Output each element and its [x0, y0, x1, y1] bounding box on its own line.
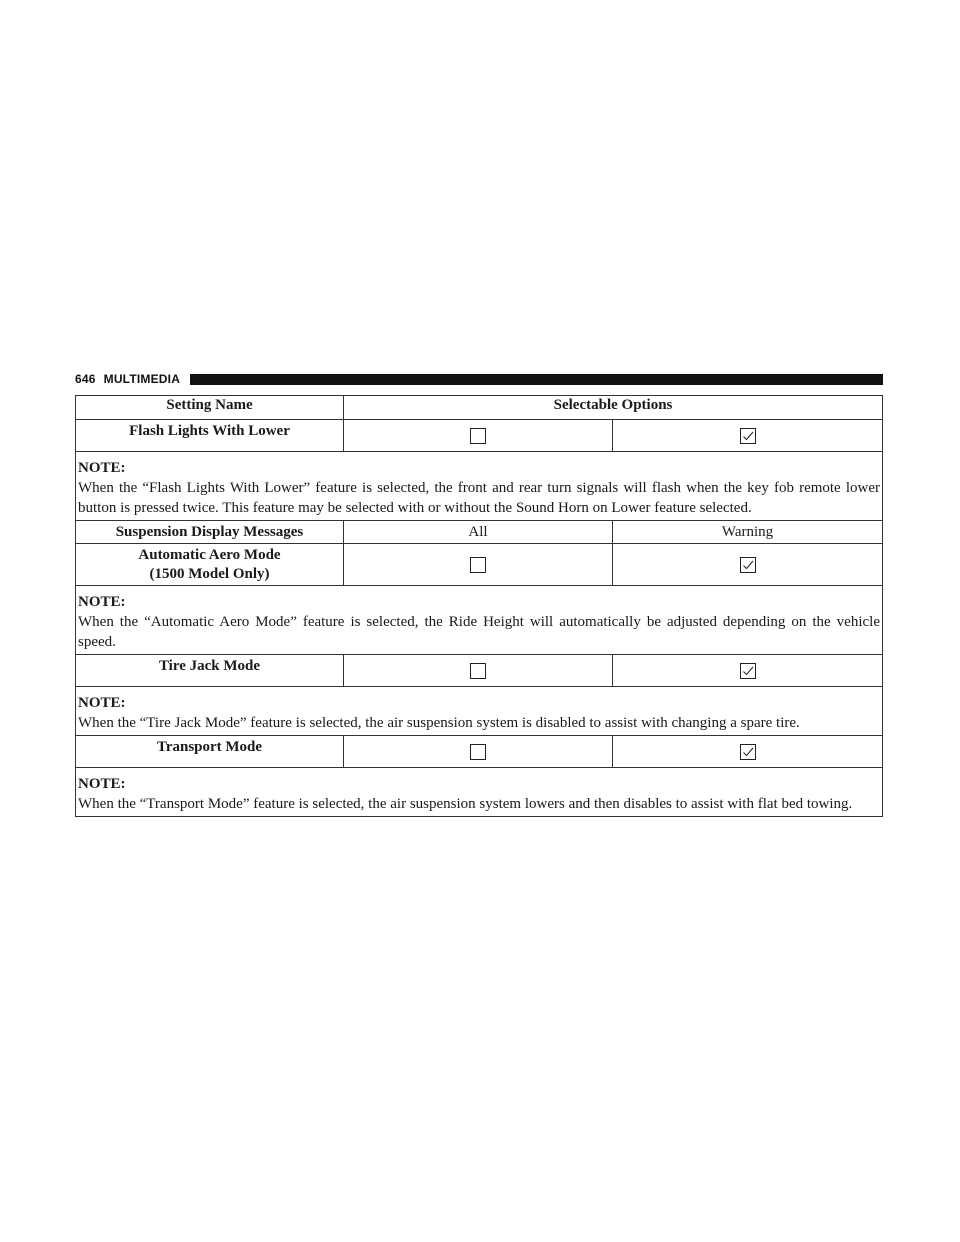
- note-row: [76, 768, 883, 817]
- option-all[interactable]: All: [344, 521, 613, 544]
- setting-name: Transport Mode: [76, 736, 344, 768]
- setting-name: Suspension Display Messages: [76, 521, 344, 544]
- option-unchecked-cell[interactable]: [344, 655, 613, 687]
- note-label: NOTE:: [78, 460, 126, 476]
- note-text: When the “Tire Jack Mode” feature is selected, the air suspension system is disabled to assist with changing a spare tire.: [78, 715, 800, 731]
- setting-name: [76, 544, 344, 586]
- note-cell: [76, 687, 883, 736]
- note-label: NOTE:: [78, 695, 126, 711]
- note-text: When the “Transport Mode” feature is selected, the air suspension system lowers and then disables to assist with flat bed towing.: [78, 796, 853, 812]
- note-label: NOTE:: [78, 594, 126, 610]
- section-title: MULTIMEDIA: [103, 372, 181, 386]
- settings-table: [75, 395, 883, 817]
- note-row: [76, 452, 883, 521]
- option-warning[interactable]: Warning: [613, 521, 883, 544]
- table-row: [76, 521, 883, 544]
- note-label: NOTE:: [78, 776, 126, 792]
- note-cell: [76, 586, 883, 655]
- table-row: [76, 420, 883, 452]
- setting-name: Tire Jack Mode: [76, 655, 344, 687]
- table-row: [76, 655, 883, 687]
- header-rule: [190, 374, 883, 385]
- setting-name-line1: Automatic Aero Mode: [138, 547, 281, 563]
- note-cell: [76, 768, 883, 817]
- checked-checkbox-icon[interactable]: [740, 557, 756, 573]
- page-header: [75, 371, 883, 387]
- option-checked-cell[interactable]: [613, 544, 883, 586]
- header-setting-name: Setting Name: [76, 396, 344, 420]
- option-unchecked-cell[interactable]: [344, 544, 613, 586]
- option-checked-cell[interactable]: [613, 655, 883, 687]
- note-cell: [76, 452, 883, 521]
- checked-checkbox-icon[interactable]: [740, 744, 756, 760]
- table-row: [76, 544, 883, 586]
- empty-checkbox-icon[interactable]: [470, 663, 486, 679]
- note-text: When the “Flash Lights With Lower” feature is selected, the front and rear turn signals will flash when the key fob remote lower button is pressed twice. This feature may be selected with or without the Sound Horn on Lower feature selected.: [78, 480, 880, 516]
- checked-checkbox-icon[interactable]: [740, 428, 756, 444]
- table-row: [76, 736, 883, 768]
- option-checked-cell[interactable]: [613, 420, 883, 452]
- option-unchecked-cell[interactable]: [344, 420, 613, 452]
- option-checked-cell[interactable]: [613, 736, 883, 768]
- note-text: When the “Automatic Aero Mode” feature is selected, the Ride Height will automatically be adjusted depending on the vehicle speed.: [78, 614, 880, 650]
- empty-checkbox-icon[interactable]: [470, 744, 486, 760]
- header-selectable-options: Selectable Options: [344, 396, 883, 420]
- setting-name-line2: (1500 Model Only): [149, 566, 270, 582]
- page-number: 646: [75, 372, 96, 386]
- empty-checkbox-icon[interactable]: [470, 428, 486, 444]
- empty-checkbox-icon[interactable]: [470, 557, 486, 573]
- checked-checkbox-icon[interactable]: [740, 663, 756, 679]
- note-row: [76, 687, 883, 736]
- note-row: [76, 586, 883, 655]
- setting-name: Flash Lights With Lower: [76, 420, 344, 452]
- table-header-row: [76, 396, 883, 420]
- option-unchecked-cell[interactable]: [344, 736, 613, 768]
